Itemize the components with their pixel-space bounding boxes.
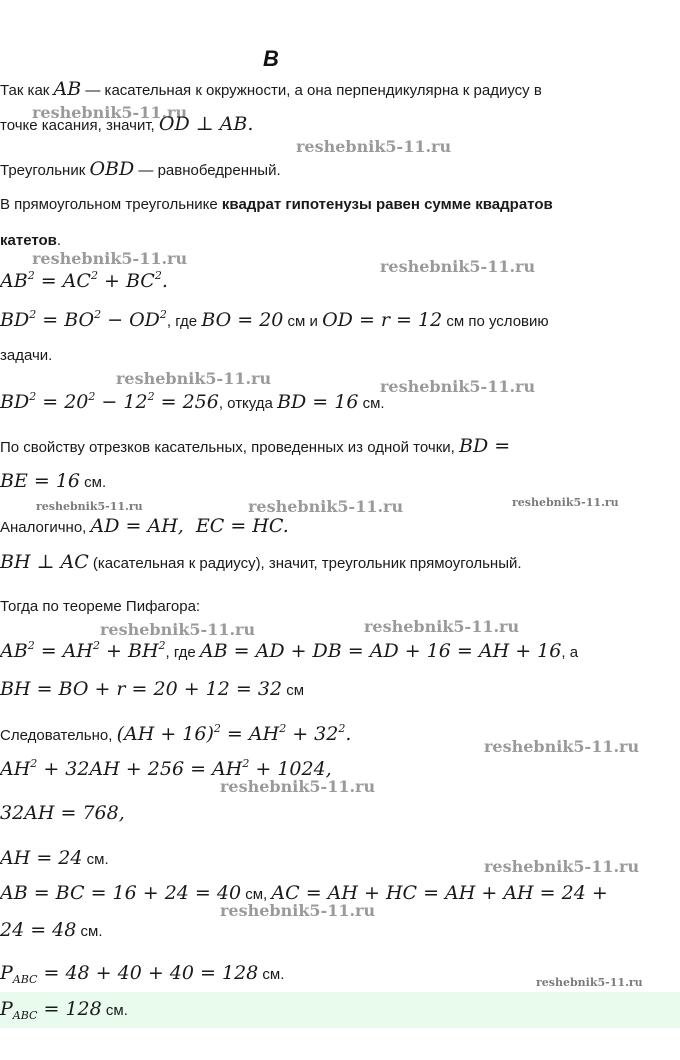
text-line: BH ⊥ AC (касательная к радиусу), значит, треугольник прямоугольный.	[0, 551, 522, 573]
math-line: BH = BO + r = 20 + 12 = 32 см	[0, 678, 305, 700]
section-title: В	[263, 46, 279, 71]
math-line: $AH^2 + 32AH + 256 = AH^2 + 1024$,	[0, 757, 332, 780]
math-line: $P_{ABC} = 48 + 40 + 40 = 128$ см.	[0, 962, 285, 986]
math-line: AH = 24 см.	[0, 847, 109, 869]
text-line: Аналогично, AD = AH, EC = HC.	[0, 515, 289, 537]
watermark: reshebnik5-11.ru	[296, 137, 452, 156]
math-line: 24 = 48 см.	[0, 919, 103, 941]
watermark: reshebnik5-11.ru	[32, 249, 188, 268]
text-line: точке касания, значит, OD ⊥ AB.	[0, 113, 254, 135]
watermark: reshebnik5-11.ru	[248, 497, 404, 516]
math-line: $BD^2 = 20^2 - 12^2 = 256$, откуда BD = 16 см.	[0, 390, 385, 413]
watermark: reshebnik5-11.ru	[220, 777, 376, 796]
math-line: BE = 16 см.	[0, 470, 107, 492]
math-line: AB = BC = 16 + 24 = 40 см, AC = AH + HC = AH + AH = 24 +	[0, 882, 608, 904]
math-line: Следовательно, $(AH + 16)^2 = AH^2 + 32^2$.	[0, 722, 352, 745]
text-line: катетов.	[0, 232, 62, 249]
text-line: Треугольник OBD — равнобедренный.	[0, 158, 281, 180]
math-line: $AB^2 = AH^2 + BH^2$, где AB = AD + DB = AD + 16 = AH + 16, а	[0, 639, 579, 662]
math-line: 32AH = 768,	[0, 802, 125, 824]
text-line: задачи.	[0, 347, 53, 364]
watermark: reshebnik5-11.ru	[220, 901, 376, 920]
text-line: По свойству отрезков касательных, проведенных из одной точки, BD =	[0, 435, 511, 457]
watermark: reshebnik5-11.ru	[100, 620, 256, 639]
watermark: reshebnik5-11.ru	[32, 103, 188, 122]
watermark: reshebnik5-11.ru	[484, 737, 640, 756]
text-line: Тогда по теореме Пифагора:	[0, 598, 201, 615]
watermark: reshebnik5-11.ru	[380, 377, 536, 396]
watermark: reshebnik5-11.ru	[380, 257, 536, 276]
watermark: reshebnik5-11.ru	[116, 369, 272, 388]
watermark: reshebnik5-11.ru	[512, 496, 619, 509]
math-line: $BD^2 = BO^2 - OD^2$, где BO = 20 см и OD = r = 12 см по условию	[0, 308, 549, 331]
math-line: $AB^2 = AC^2 + BC^2$.	[0, 269, 168, 292]
text-line: В прямоугольном треугольнике квадрат гипотенузы равен сумме квадратов	[0, 196, 553, 213]
answer-line: $P_{ABC} = 128$ см.	[0, 998, 128, 1022]
watermark: reshebnik5-11.ru	[364, 617, 520, 636]
watermark: reshebnik5-11.ru	[36, 500, 143, 513]
watermark: reshebnik5-11.ru	[536, 976, 643, 989]
watermark: reshebnik5-11.ru	[484, 857, 640, 876]
text-line: Так как AB — касательная к окружности, а она перпендикулярна к радиусу в	[0, 78, 542, 100]
